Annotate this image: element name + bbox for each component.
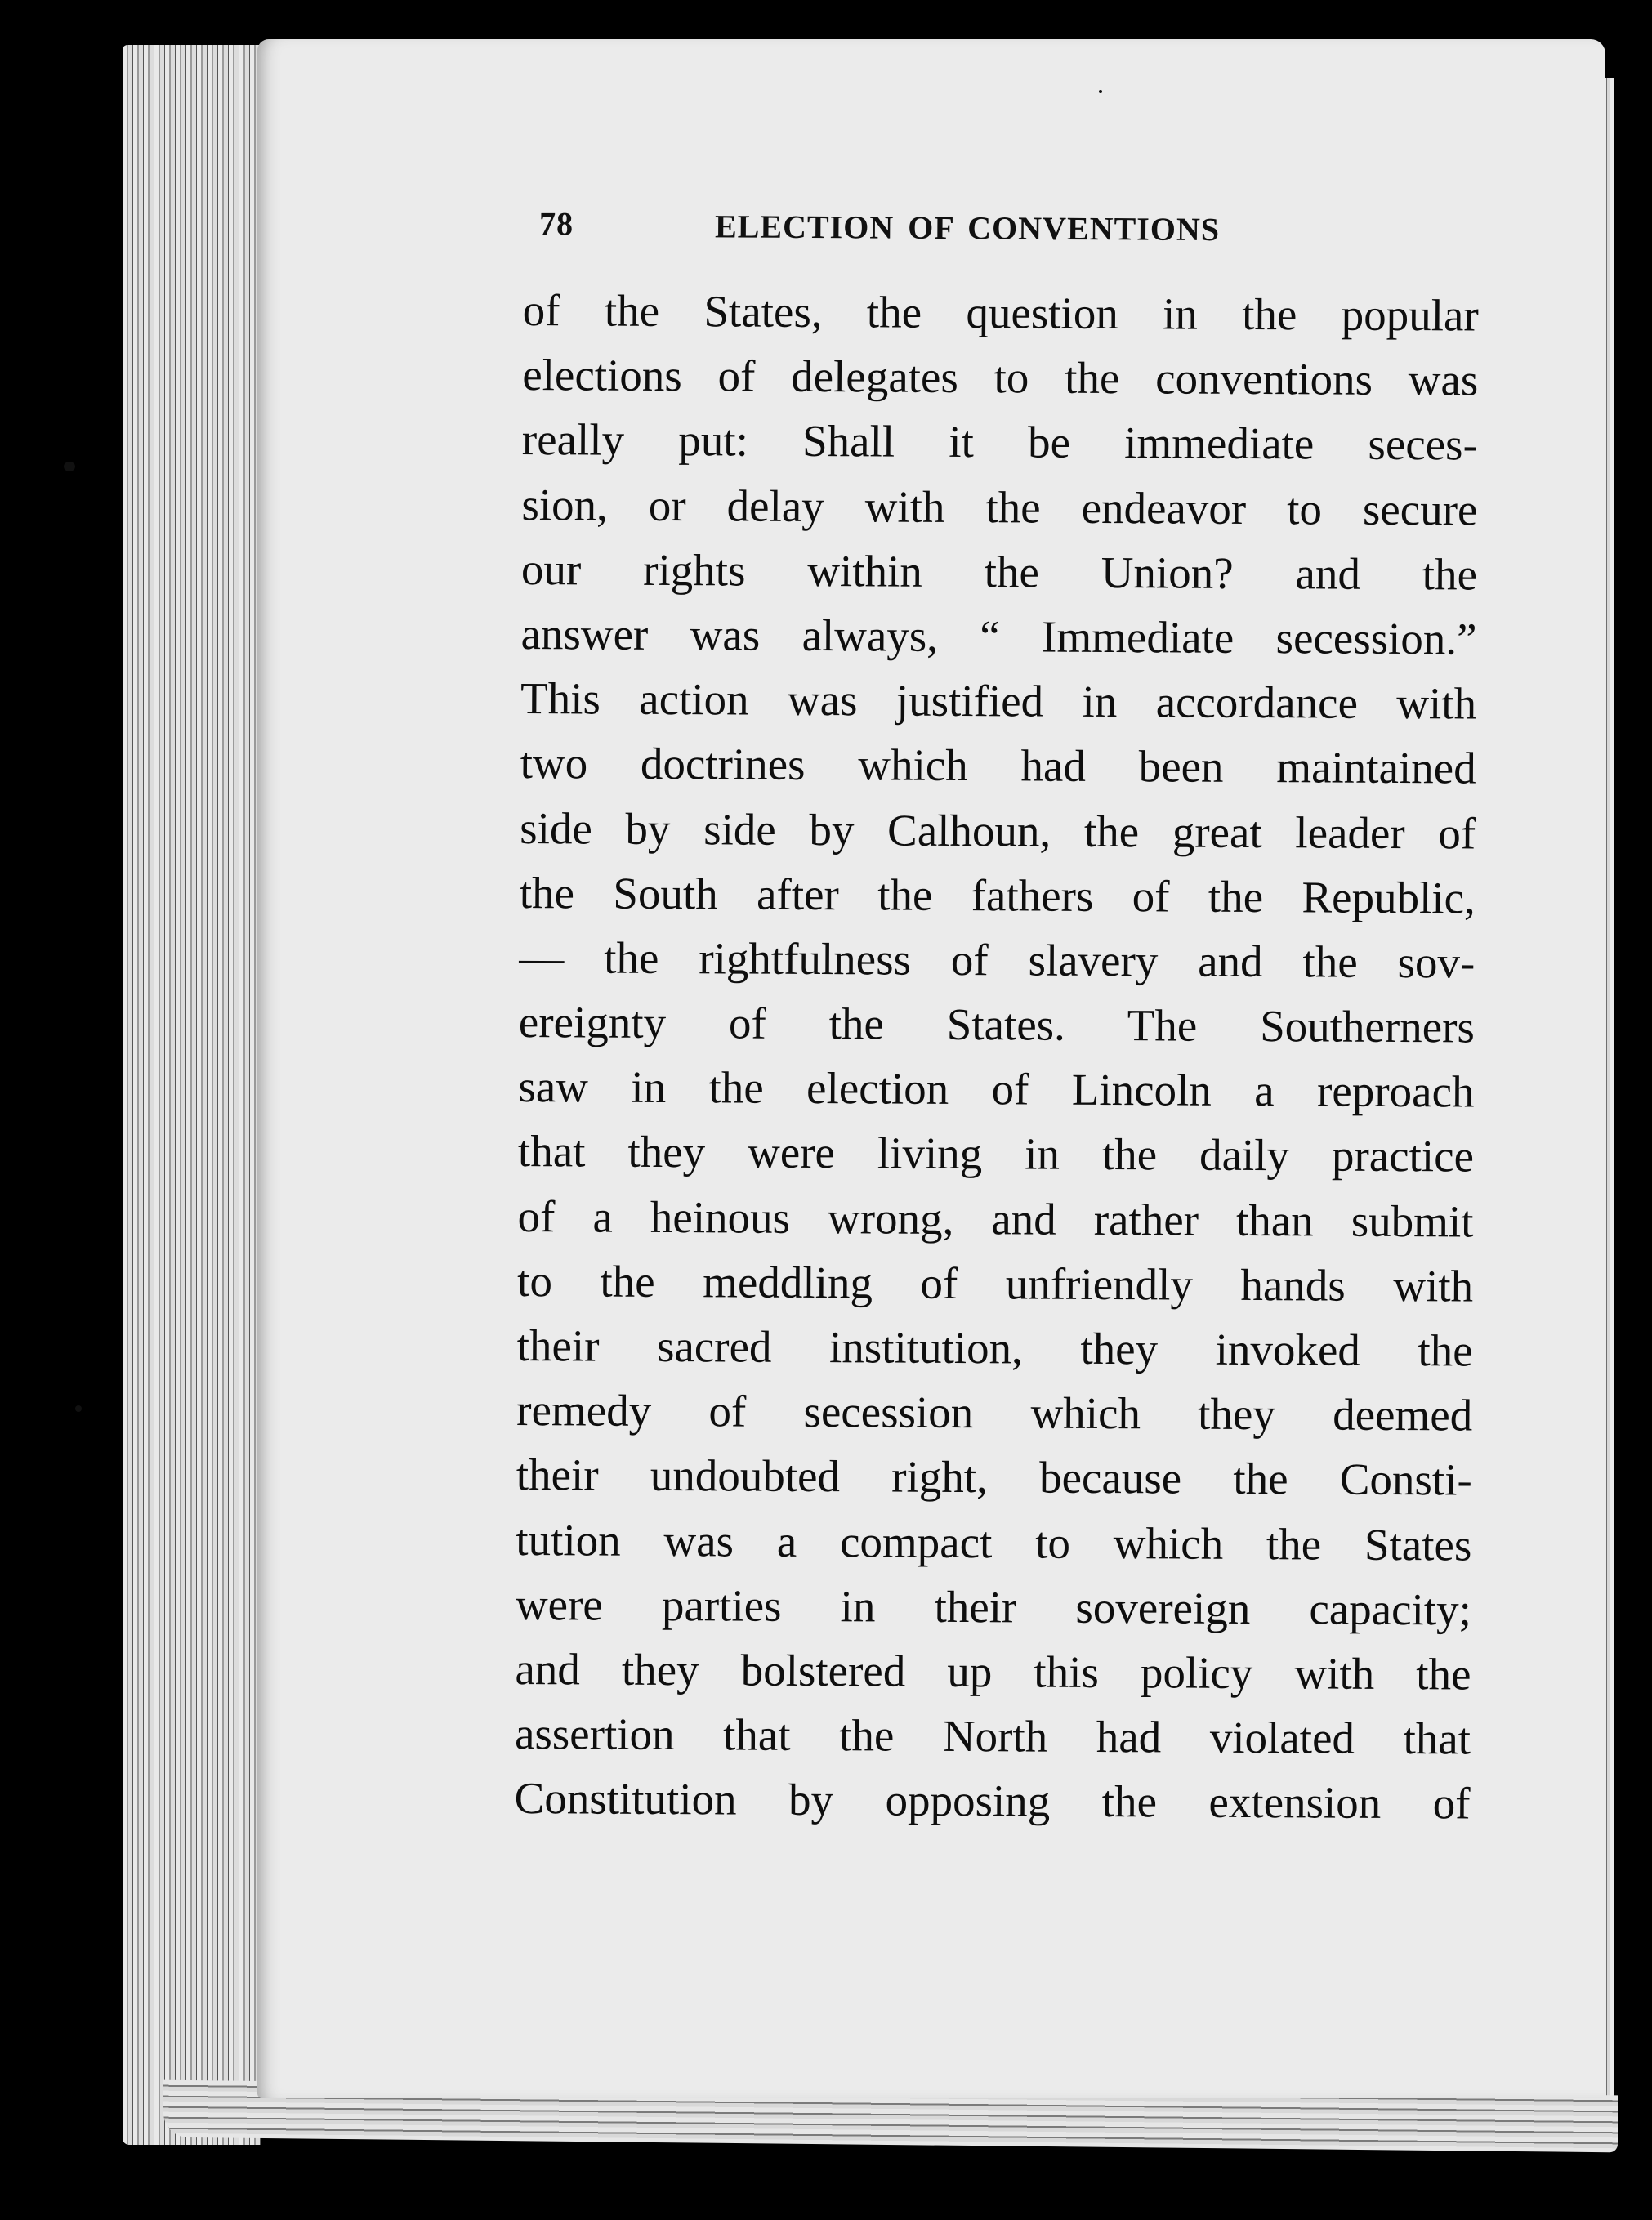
body-text (514, 278, 1479, 1836)
text-line: of the States, the question in the popular (522, 284, 1479, 341)
scan-speck (75, 1405, 82, 1412)
text-line: to the meddling of unfriendly hands with (516, 1255, 1474, 1311)
text-line: that they were living in the daily practice (517, 1126, 1475, 1181)
text-line: were parties in their sovereign capacity; (515, 1579, 1472, 1635)
text-line: This action was justified in accordance with (520, 673, 1477, 729)
running-head (539, 204, 1299, 258)
text-line: their undoubted right, because the Consti- (516, 1449, 1472, 1505)
page-stack-left-edge (123, 45, 261, 2145)
text-line: really put: Shall it be immediate seces- (521, 414, 1479, 470)
text-line: of a heinous wrong, and rather than submit (517, 1190, 1474, 1247)
text-line: Constitution by opposing the extension of (514, 1773, 1471, 1829)
text-line: assertion that the North had violated that (514, 1709, 1471, 1764)
text-line: ereignty of the States. The Southerners (518, 997, 1476, 1052)
text-line: saw in the election of Lincoln a reproach (518, 1061, 1475, 1117)
text-line: side by side by Calhoun, the great leader of (520, 802, 1476, 859)
text-line: their sacred institution, they invoked the (516, 1320, 1473, 1376)
text-line: — the rightfulness of slavery and the sov- (519, 931, 1476, 988)
text-line: two doctrines which had been maintained (520, 738, 1476, 793)
text-line: elections of delegates to the conventions was (522, 350, 1479, 405)
scan-speck (1099, 90, 1102, 93)
text-line: the South after the fathers of the Republic, (519, 867, 1476, 923)
text-line: tution was a compact to which the States (516, 1514, 1472, 1570)
text-line: and they bolstered up this policy with the (515, 1643, 1471, 1700)
text-line: answer was always, “ Immediate secession.” (520, 608, 1477, 664)
scan-speck (64, 462, 75, 471)
text-line: sion, or delay with the endeavor to secure (521, 479, 1478, 535)
text-line: remedy of secession which they deemed (516, 1385, 1473, 1441)
text-line: our rights within the Union? and the (520, 543, 1478, 600)
page-number: 78 (538, 205, 574, 243)
chapter-title: ELECTION OF CONVENTIONS (714, 208, 1221, 248)
